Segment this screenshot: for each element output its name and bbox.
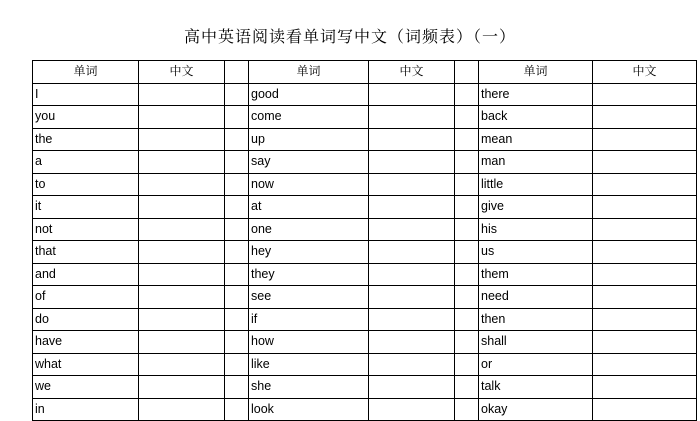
table-row bbox=[33, 353, 697, 376]
column-gap bbox=[455, 263, 479, 286]
chinese-header: 中文 bbox=[369, 61, 455, 84]
chinese-header: 中文 bbox=[139, 61, 225, 84]
chinese-answer-cell[interactable] bbox=[139, 173, 225, 196]
word-header: 单词 bbox=[249, 61, 369, 84]
column-gap bbox=[455, 308, 479, 331]
chinese-answer-cell[interactable] bbox=[369, 151, 455, 174]
chinese-answer-cell[interactable] bbox=[139, 286, 225, 309]
chinese-answer-cell[interactable] bbox=[593, 196, 697, 219]
column-gap bbox=[455, 173, 479, 196]
word-cell: there bbox=[479, 83, 593, 106]
table-row bbox=[33, 398, 697, 421]
chinese-answer-cell[interactable] bbox=[369, 331, 455, 354]
chinese-answer-cell[interactable] bbox=[593, 218, 697, 241]
word-cell: a bbox=[33, 151, 139, 174]
word-cell: us bbox=[479, 241, 593, 264]
chinese-answer-cell[interactable] bbox=[369, 128, 455, 151]
word-cell: one bbox=[249, 218, 369, 241]
word-cell: need bbox=[479, 286, 593, 309]
word-cell: now bbox=[249, 173, 369, 196]
chinese-answer-cell[interactable] bbox=[139, 308, 225, 331]
word-cell: I bbox=[33, 83, 139, 106]
column-gap bbox=[225, 128, 249, 151]
column-gap bbox=[225, 398, 249, 421]
word-cell: little bbox=[479, 173, 593, 196]
chinese-answer-cell[interactable] bbox=[593, 106, 697, 129]
word-cell: them bbox=[479, 263, 593, 286]
chinese-answer-cell[interactable] bbox=[139, 398, 225, 421]
chinese-answer-cell[interactable] bbox=[593, 308, 697, 331]
word-cell: give bbox=[479, 196, 593, 219]
word-header: 单词 bbox=[479, 61, 593, 84]
chinese-header: 中文 bbox=[593, 61, 697, 84]
word-cell: up bbox=[249, 128, 369, 151]
chinese-answer-cell[interactable] bbox=[369, 218, 455, 241]
column-gap bbox=[455, 61, 479, 84]
column-gap bbox=[225, 376, 249, 399]
chinese-answer-cell[interactable] bbox=[369, 286, 455, 309]
column-gap bbox=[455, 286, 479, 309]
chinese-answer-cell[interactable] bbox=[593, 353, 697, 376]
chinese-answer-cell[interactable] bbox=[593, 398, 697, 421]
column-gap bbox=[225, 241, 249, 264]
column-gap bbox=[225, 61, 249, 84]
table-row bbox=[33, 173, 697, 196]
chinese-answer-cell[interactable] bbox=[369, 196, 455, 219]
column-gap bbox=[225, 151, 249, 174]
column-gap bbox=[225, 83, 249, 106]
table-row bbox=[33, 376, 697, 399]
word-cell: say bbox=[249, 151, 369, 174]
word-cell: they bbox=[249, 263, 369, 286]
chinese-answer-cell[interactable] bbox=[139, 331, 225, 354]
word-header: 单词 bbox=[33, 61, 139, 84]
table-row bbox=[33, 106, 697, 129]
chinese-answer-cell[interactable] bbox=[369, 106, 455, 129]
column-gap bbox=[455, 398, 479, 421]
table-row bbox=[33, 151, 697, 174]
chinese-answer-cell[interactable] bbox=[139, 196, 225, 219]
chinese-answer-cell[interactable] bbox=[593, 241, 697, 264]
table-row bbox=[33, 196, 697, 219]
vocabulary-body bbox=[33, 83, 697, 421]
word-cell: like bbox=[249, 353, 369, 376]
word-cell: see bbox=[249, 286, 369, 309]
column-gap bbox=[455, 106, 479, 129]
vocabulary-table bbox=[32, 60, 697, 421]
chinese-answer-cell[interactable] bbox=[593, 151, 697, 174]
table-row bbox=[33, 308, 697, 331]
chinese-answer-cell[interactable] bbox=[593, 286, 697, 309]
word-cell: that bbox=[33, 241, 139, 264]
column-gap bbox=[455, 218, 479, 241]
column-gap bbox=[455, 128, 479, 151]
word-cell: she bbox=[249, 376, 369, 399]
column-gap bbox=[225, 218, 249, 241]
column-gap bbox=[455, 151, 479, 174]
column-gap bbox=[225, 263, 249, 286]
table-row bbox=[33, 263, 697, 286]
table-row bbox=[33, 218, 697, 241]
column-gap bbox=[455, 196, 479, 219]
word-cell: if bbox=[249, 308, 369, 331]
table-row bbox=[33, 331, 697, 354]
column-gap bbox=[225, 308, 249, 331]
chinese-answer-cell[interactable] bbox=[139, 128, 225, 151]
page-title: 高中英语阅读看单词写中文（词频表）（一） bbox=[183, 27, 516, 46]
word-cell: his bbox=[479, 218, 593, 241]
chinese-answer-cell[interactable] bbox=[139, 106, 225, 129]
chinese-answer-cell[interactable] bbox=[369, 376, 455, 399]
chinese-answer-cell[interactable] bbox=[139, 218, 225, 241]
word-cell: what bbox=[33, 353, 139, 376]
word-cell: to bbox=[33, 173, 139, 196]
word-cell: or bbox=[479, 353, 593, 376]
chinese-answer-cell[interactable] bbox=[593, 263, 697, 286]
chinese-answer-cell[interactable] bbox=[369, 308, 455, 331]
header-row bbox=[33, 61, 697, 84]
chinese-answer-cell[interactable] bbox=[369, 398, 455, 421]
chinese-answer-cell[interactable] bbox=[369, 173, 455, 196]
column-gap bbox=[225, 106, 249, 129]
word-cell: good bbox=[249, 83, 369, 106]
chinese-answer-cell[interactable] bbox=[593, 128, 697, 151]
word-cell: not bbox=[33, 218, 139, 241]
chinese-answer-cell[interactable] bbox=[139, 353, 225, 376]
chinese-answer-cell[interactable] bbox=[593, 173, 697, 196]
chinese-answer-cell[interactable] bbox=[593, 83, 697, 106]
column-gap bbox=[455, 376, 479, 399]
word-cell: in bbox=[33, 398, 139, 421]
column-gap bbox=[225, 196, 249, 219]
table-row bbox=[33, 286, 697, 309]
chinese-answer-cell[interactable] bbox=[369, 353, 455, 376]
table-row bbox=[33, 128, 697, 151]
chinese-answer-cell[interactable] bbox=[139, 263, 225, 286]
chinese-answer-cell[interactable] bbox=[593, 331, 697, 354]
chinese-answer-cell[interactable] bbox=[369, 241, 455, 264]
word-cell: it bbox=[33, 196, 139, 219]
word-cell: man bbox=[479, 151, 593, 174]
word-cell: how bbox=[249, 331, 369, 354]
word-cell: do bbox=[33, 308, 139, 331]
word-cell: and bbox=[33, 263, 139, 286]
column-gap bbox=[225, 286, 249, 309]
word-cell: come bbox=[249, 106, 369, 129]
table-row bbox=[33, 241, 697, 264]
column-gap bbox=[455, 241, 479, 264]
word-cell: shall bbox=[479, 331, 593, 354]
word-cell: at bbox=[249, 196, 369, 219]
word-cell: you bbox=[33, 106, 139, 129]
chinese-answer-cell[interactable] bbox=[369, 83, 455, 106]
word-cell: mean bbox=[479, 128, 593, 151]
word-cell: of bbox=[33, 286, 139, 309]
chinese-answer-cell[interactable] bbox=[593, 376, 697, 399]
column-gap bbox=[455, 83, 479, 106]
column-gap bbox=[225, 331, 249, 354]
column-gap bbox=[455, 353, 479, 376]
chinese-answer-cell[interactable] bbox=[139, 151, 225, 174]
column-gap bbox=[225, 353, 249, 376]
word-cell: talk bbox=[479, 376, 593, 399]
word-cell: have bbox=[33, 331, 139, 354]
word-cell: okay bbox=[479, 398, 593, 421]
table-row bbox=[33, 83, 697, 106]
word-cell: then bbox=[479, 308, 593, 331]
word-cell: back bbox=[479, 106, 593, 129]
word-cell: hey bbox=[249, 241, 369, 264]
word-cell: look bbox=[249, 398, 369, 421]
chinese-answer-cell[interactable] bbox=[369, 263, 455, 286]
word-cell: we bbox=[33, 376, 139, 399]
column-gap bbox=[455, 331, 479, 354]
chinese-answer-cell[interactable] bbox=[139, 241, 225, 264]
chinese-answer-cell[interactable] bbox=[139, 83, 225, 106]
column-gap bbox=[225, 173, 249, 196]
word-cell: the bbox=[33, 128, 139, 151]
chinese-answer-cell[interactable] bbox=[139, 376, 225, 399]
